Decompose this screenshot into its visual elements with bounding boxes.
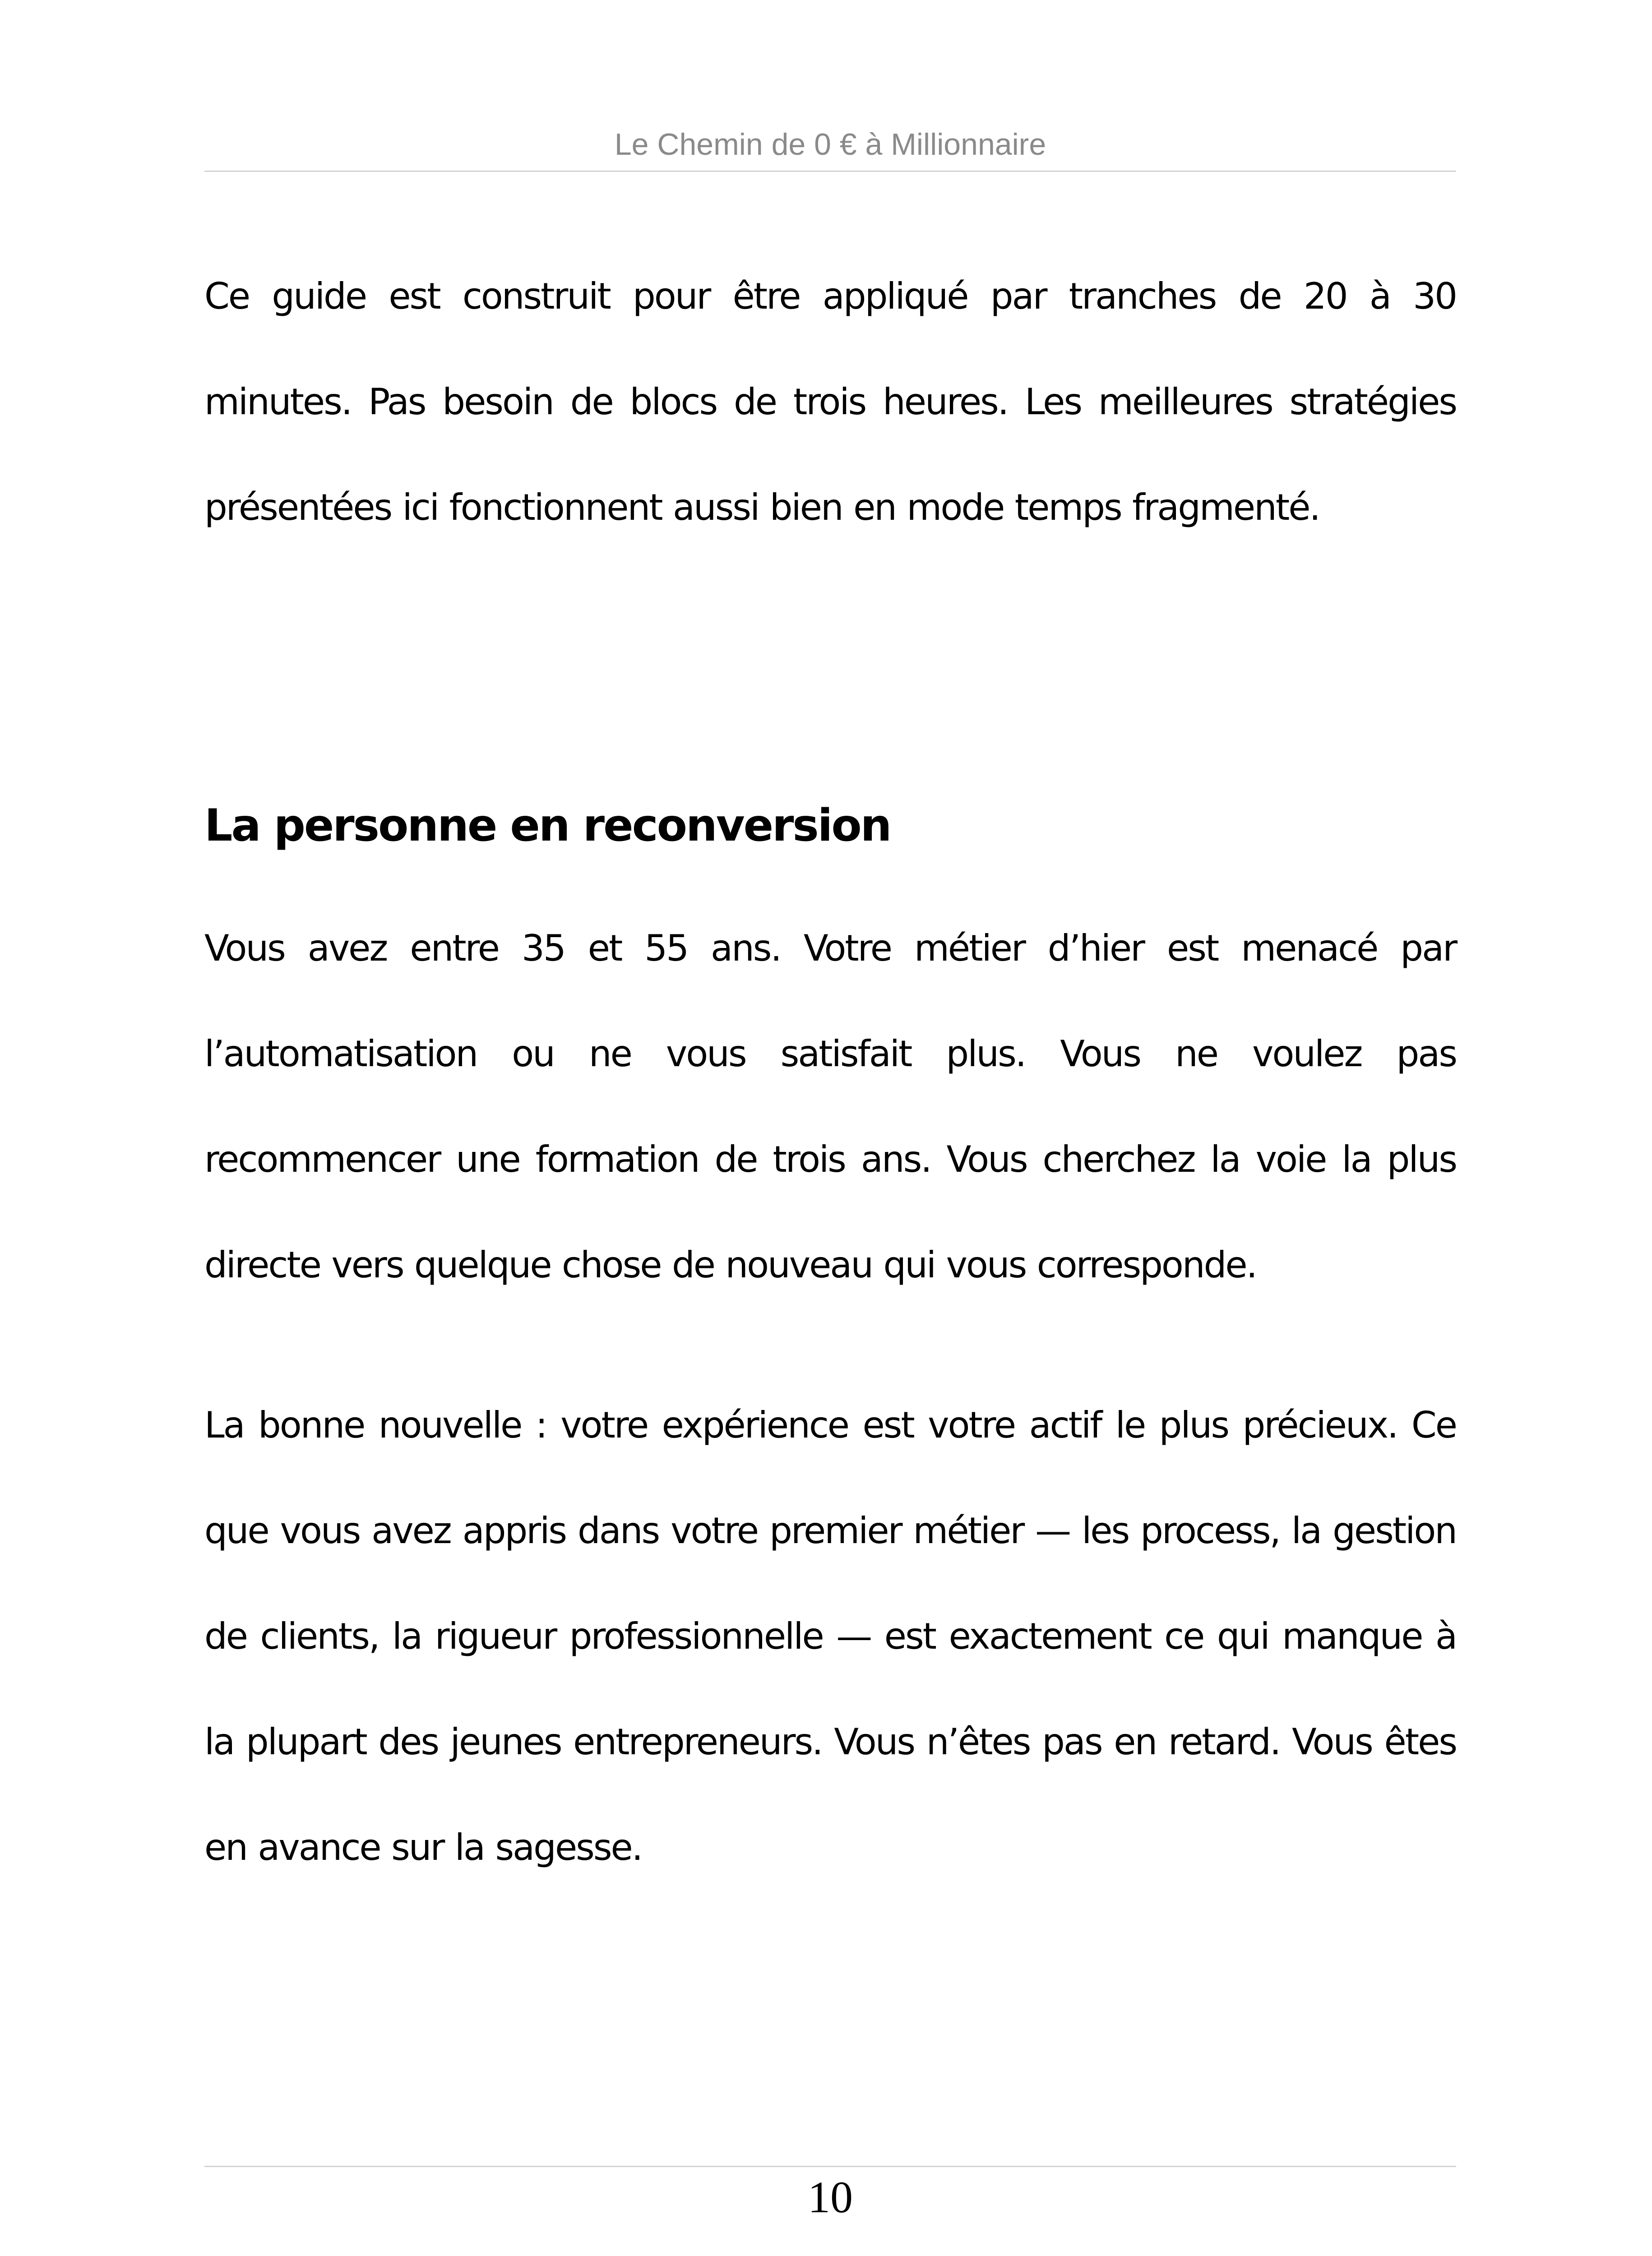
section-heading: La personne en reconversion [204,800,891,851]
bonne-nouvelle-paragraph: La bonne nouvelle : votre expérience est votre actif le plus précieux. Ce que vous avez appris dans votre premier métier — les process, la gestion de clients, la rigueur professionnelle — est exactement ce qui manque à la plupart des jeunes entrepreneurs. Vous n’êtes pas en retard. Vous êtes en avance sur la sagesse. [204,1404,1456,1868]
page-number: 10 [808,2172,853,2222]
reconversion-paragraph: Vous avez entre 35 et 55 ans. Votre métier d’hier est menacé par l’automatisation ou ne vous satisfait plus. Vous ne voulez pas recommencer une formation de trois ans. Vous cherchez la voie la plus directe vers quelque chose de nouveau qui vous corresponde. [204,927,1456,1286]
header-divider [204,171,1456,172]
footer-divider [204,2166,1456,2167]
intro-paragraph: Ce guide est construit pour être appliqué par tranches de 20 à 30 minutes. Pas besoin de blocs de trois heures. Les meilleures stratégies présentées ici fonctionnent aussi bien en mode temps fragmenté. [204,275,1456,528]
running-header-title: Le Chemin de 0 € à Millionnaire [614,127,1046,162]
